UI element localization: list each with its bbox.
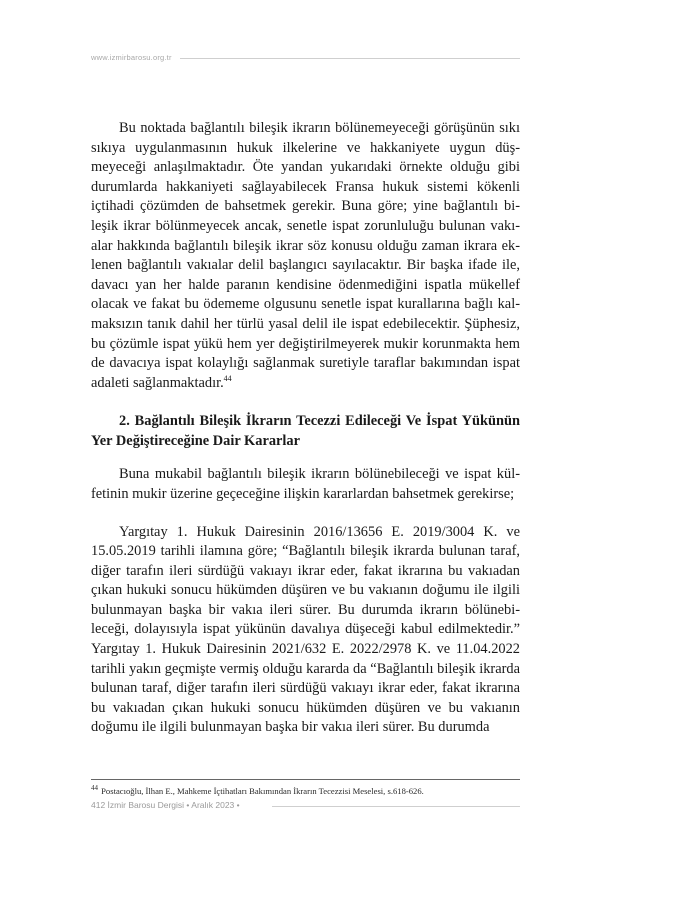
body-paragraph-1 xyxy=(91,119,520,393)
footnote-reference[interactable]: 44 xyxy=(223,373,232,383)
header-divider xyxy=(180,58,520,59)
footnote-text: Postacıoğlu, İlhan E., Mahkeme İçtihatları Bakımından İkrarın Tecezzisi Meselesi, s.618-626. xyxy=(101,786,424,796)
body-paragraph-2: Buna mukabil bağlantılı bileşik ikrarın bölünebileceği ve ispat külfetinin mukir üzerine geçeceğine ilişkin kararlardan bahsetmek gerekirse; xyxy=(91,466,520,502)
footnote-divider xyxy=(91,779,520,780)
body-paragraph-1-text: Bu noktada bağlantılı bileşik ikrarın bölünemeyeceği görüşünün sıkı sıkıya uygulanmasının hukuk ilkelerine ve hakkaniyete uygun düşmeyeceği anlaşılmaktadır. Öte yandan yukarıdaki örnekte olduğu gibi durumlarda hakkaniyeti sağlayabilecek Fransa hukuk sistemi kökenli içtihadi çözümden de bahsetmek gerekir. Buna göre; yine bağlantılı bileşik ikrar bölünmeyecek ancak, senetle ispat zorunluluğu bulunan vakıalar hakkında bağlantılı bileşik ikrar söz konusu olduğu zaman ikrara eklenen bağlantılı vakıalar delil başlangıcı sayılacaktır. Bir başka ifade ile, davacı yan her halde paranın kendisine ödenmediğini ispatla mükellef olacak ve fakat bu ödememe olgusunu senetle ispat kurallarına bağlı kalmaksızın tanık dahil her türlü yasal delil ile ispat edebilecektir. Şüphesiz, bu çözümle ispat yükü hem yer değiştirilmeyerek mukir korunmakta hem de davacıya ispat kolaylığı sağlanmak suretiyle taraflar bakımından ispat adaleti sağlanmaktadır. xyxy=(91,120,520,391)
main-content xyxy=(91,119,520,738)
header-url: www.izmirbarosu.org.tr xyxy=(91,53,172,62)
section-heading: 2. Bağlantılı Bileşik İkrarın Tecezzi Edileceği Ve İspat Yükünün Yer Değiştireceğine Dair Kararlar xyxy=(91,413,520,450)
page-footer: 412 İzmir Barosu Dergisi • Aralık 2023 • xyxy=(91,800,240,810)
footnote-number: 44 xyxy=(91,784,98,793)
body-paragraph-3: Yargıtay 1. Hukuk Dairesinin 2016/13656 E. 2019/3004 K. ve 15.05.2019 tarihli ilamına göre; “Bağlantılı bileşik ikrarda bulunan taraf, diğer tarafın ileri sürdüğü vakıayı ikrar eder, fakat ikrarına bu vakıadan çıkan hukuki sonucu hükümden düşüren ve bu vakıanın doğumu ile ilgili bulunmayan başka bir vakıa ileri sürer. Bu durumda ikrarın bölünebileceği, dolayısıyla ispat yükünün davalıya düşeceği kabul edilmektedir.” Yargıtay 1. Hukuk Dairesinin 2021/632 E. 2022/2978 K. ve 11.04.2022 tarihli yakın geçmişte vermiş olduğu kararda da “Bağlantılı bileşik ikrarda bulunan taraf, diğer tarafın ileri sürdüğü vakıayı ikrar eder, fakat ikrarına bu vakıadan çıkan hukuki sonucu hükümden düşüren ve bu vakıanın doğumu ile ilgili bulunmayan başka bir vakıa ileri sürer. Bu durumda xyxy=(91,523,520,736)
footer-divider xyxy=(272,806,520,807)
footnote xyxy=(91,785,520,797)
